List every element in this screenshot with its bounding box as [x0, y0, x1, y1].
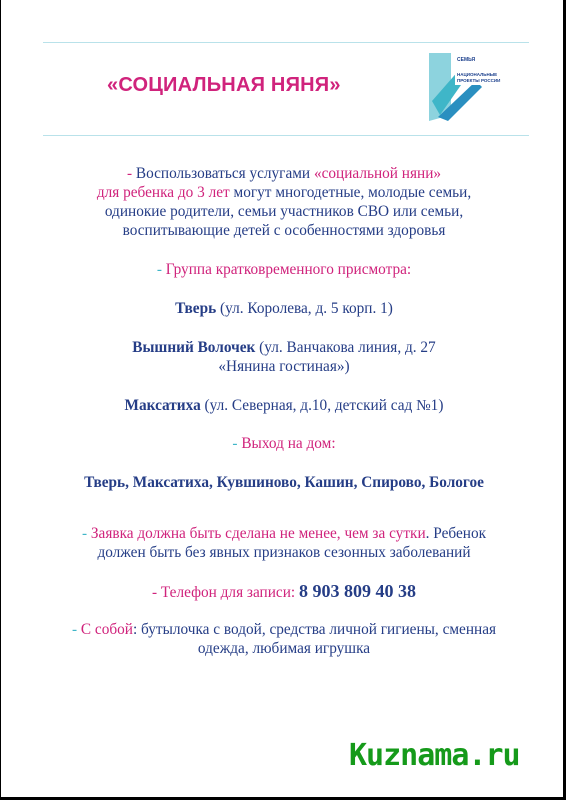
request-highlight: Заявка должна быть сделана не менее, чем за сутки: [90, 525, 426, 542]
location-vyshny-volochek: [31, 338, 537, 376]
bring-label: С собой: [80, 621, 133, 638]
group-label: Группа кратковременного присмотра:: [165, 261, 412, 278]
phone-label: Телефон для записи:: [160, 584, 299, 601]
location-address-line2: «Нянина гостиная»): [218, 358, 350, 375]
main-content: [31, 164, 537, 658]
intro-text-f: воспитывающие детей с особенностями здоровья: [122, 222, 446, 239]
location-address: (ул. Северная, д.10, детский сад №1): [200, 397, 444, 414]
bottom-divider: [43, 135, 529, 136]
home-dash: -: [232, 435, 242, 452]
page-title: «СОЦИАЛЬНАЯ НЯНЯ»: [107, 74, 341, 96]
intro-paragraph: [31, 164, 537, 240]
intro-highlight-nanny: «социальной няни»: [313, 165, 442, 182]
home-visit-heading: [31, 434, 537, 453]
logo-name-label: НАЦИОНАЛЬНЫЕ ПРОЕКТЫ РОССИИ: [457, 72, 501, 83]
intro-highlight-age: для ребенка до 3 лет: [96, 184, 230, 201]
top-divider: [43, 42, 529, 43]
location-tver: [31, 299, 537, 318]
location-address: (ул. Королева, д. 5 корп. 1): [216, 300, 393, 317]
home-label: Выход на дом:: [241, 435, 336, 452]
request-text-c: должен быть без явных признаков сезонных заболеваний: [97, 544, 471, 561]
location-maksatikha: [31, 396, 537, 415]
location-address: (ул. Ванчакова линия, д. 27: [255, 339, 436, 356]
national-projects-logo: [426, 51, 523, 125]
phone-line: [31, 582, 537, 602]
home-visit-cities: Тверь, Максатиха, Кувшиново, Кашин, Спирово, Бологое: [84, 474, 484, 491]
intro-text-e: одинокие родители, семьи участников СВО или семьи,: [104, 203, 464, 220]
location-city: Максатиха: [124, 397, 201, 414]
intro-text-d: могут многодетные, молодые семьи,: [229, 184, 472, 201]
group-heading: [31, 260, 537, 279]
bring-paragraph: [31, 620, 537, 658]
bring-dash: -: [71, 621, 81, 638]
intro-dash: -: [126, 165, 136, 182]
phone-number: 8 903 809 40 38: [298, 581, 416, 601]
flyer-page: [1, 0, 563, 797]
site-watermark: Kuznama.ru: [349, 738, 520, 773]
location-city: Тверь: [175, 300, 217, 317]
logo-family-label: СЕМЬЯ: [457, 57, 476, 63]
bring-text-b: одежда, любимая игрушка: [197, 640, 371, 657]
bring-text-a: : бутылочка с водой, средства личной гигиены, сменная: [132, 621, 497, 638]
request-paragraph: [31, 524, 537, 562]
phone-dash: -: [152, 584, 161, 601]
group-dash: -: [156, 261, 166, 278]
request-text-b: . Ребенок: [425, 525, 487, 542]
intro-text-a: Воспользоваться услугами: [135, 165, 314, 182]
request-dash: -: [81, 525, 91, 542]
location-city: Вышний Волочек: [132, 339, 256, 356]
